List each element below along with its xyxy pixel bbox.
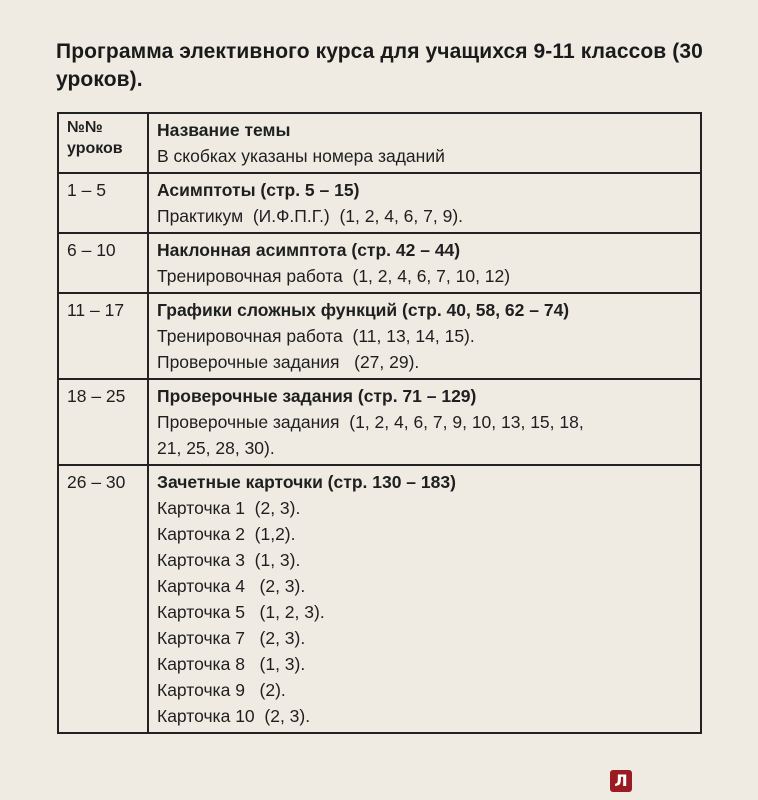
table-row: [58, 173, 701, 233]
row-range: 11 – 17: [58, 293, 148, 379]
header-name-line1: Название темы: [157, 120, 291, 140]
row-topic: Графики сложных функций (стр. 40, 58, 62 – 74): [157, 300, 570, 320]
row-line: Проверочные задания (27, 29).: [157, 352, 420, 372]
row-topic: Асимптоты (стр. 5 – 15): [157, 180, 360, 200]
row-line: 21, 25, 28, 30).: [157, 438, 275, 458]
table-row: [58, 465, 701, 733]
card-line: Карточка 7 (2, 3).: [157, 628, 306, 648]
card-line: Карточка 3 (1, 3).: [157, 550, 301, 570]
row-line: Практикум (И.Ф.П.Г.) (1, 2, 4, 6, 7, 9).: [157, 206, 464, 226]
header-topic-name: [148, 113, 701, 173]
header-num-line1: №№: [67, 119, 103, 136]
header-num-line2: уроков: [67, 140, 123, 157]
header-lesson-numbers: [58, 113, 148, 173]
row-line: Тренировочная работа (11, 13, 14, 15).: [157, 326, 475, 346]
program-table: [57, 112, 702, 734]
row-line: Тренировочная работа (1, 2, 4, 6, 7, 10, 12): [157, 266, 511, 286]
card-line: Карточка 8 (1, 3).: [157, 654, 306, 674]
row-topic: Наклонная асимптота (стр. 42 – 44): [157, 240, 461, 260]
row-content: [148, 173, 701, 233]
row-content: [148, 379, 701, 465]
row-range: 18 – 25: [58, 379, 148, 465]
row-topic: Проверочные задания (стр. 71 – 129): [157, 386, 477, 406]
card-line: Карточка 10 (2, 3).: [157, 706, 311, 726]
row-content: [148, 293, 701, 379]
row-range: 1 – 5: [58, 173, 148, 233]
card-line: Карточка 2 (1,2).: [157, 524, 296, 544]
row-range: 26 – 30: [58, 465, 148, 733]
table-row: [58, 293, 701, 379]
table-row: [58, 233, 701, 293]
card-line: Карточка 4 (2, 3).: [157, 576, 306, 596]
row-line: Проверочные задания (1, 2, 4, 6, 7, 9, 10, 13, 15, 18,: [157, 412, 584, 432]
table-header-row: [58, 113, 701, 173]
row-content: [148, 233, 701, 293]
row-content: [148, 465, 701, 733]
card-line: Карточка 5 (1, 2, 3).: [157, 602, 325, 622]
row-range: 6 – 10: [58, 233, 148, 293]
card-line: Карточка 1 (2, 3).: [157, 498, 301, 518]
publisher-logo: Л: [610, 770, 632, 792]
card-line: Карточка 9 (2).: [157, 680, 286, 700]
table-row: [58, 379, 701, 465]
page-title: Программа элективного курса для учащихся 9-11 классов (30 уроков).: [56, 40, 703, 91]
header-name-line2: В скобках указаны номера заданий: [157, 146, 445, 166]
row-topic: Зачетные карточки (стр. 130 – 183): [157, 472, 456, 492]
